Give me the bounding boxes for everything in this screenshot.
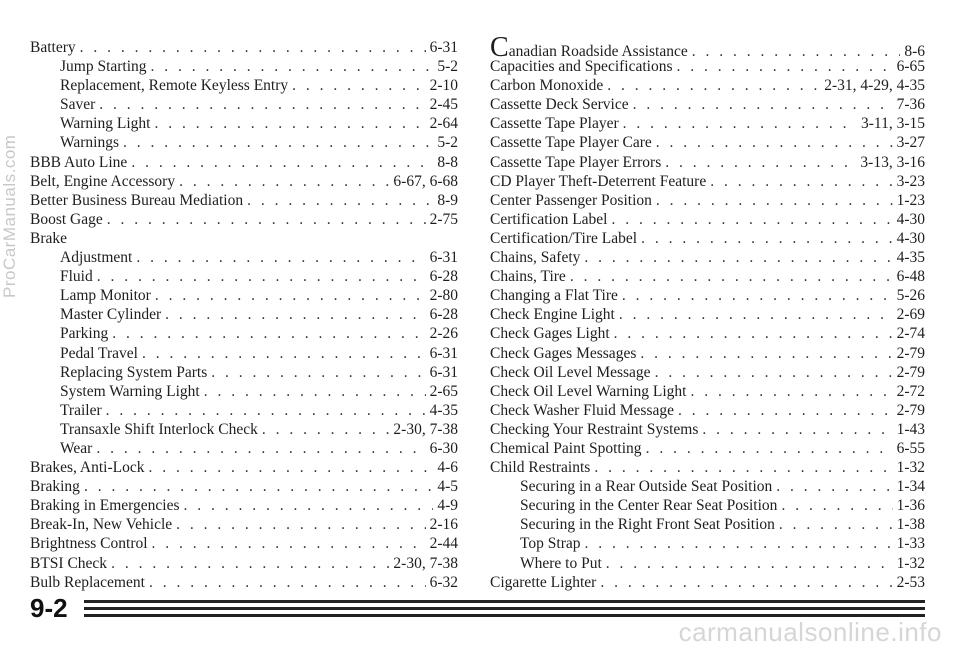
entry-page-ref: 4-30 bbox=[896, 229, 925, 247]
dot-leader bbox=[622, 286, 893, 305]
footer-rule bbox=[84, 607, 925, 610]
entry-page-ref: 3-13, 3-16 bbox=[860, 153, 925, 171]
dot-leader bbox=[781, 496, 892, 515]
entry-page-ref: 2-80 bbox=[429, 287, 458, 305]
index-entry bbox=[490, 133, 925, 152]
entry-page-ref: 1-32 bbox=[896, 554, 925, 572]
index-entry bbox=[30, 286, 458, 305]
entry-page-ref: 5-2 bbox=[437, 134, 458, 152]
index-entry bbox=[490, 324, 925, 343]
entry-page-ref: 2-74 bbox=[896, 325, 925, 343]
entry-label: Changing a Flat Tire bbox=[490, 287, 618, 305]
dot-leader bbox=[84, 477, 433, 496]
entry-label: BTSI Check bbox=[30, 554, 108, 572]
index-entry bbox=[490, 172, 925, 191]
entry-page-ref: 4-6 bbox=[437, 459, 458, 477]
index-entry bbox=[490, 439, 925, 458]
entry-label: Master Cylinder bbox=[60, 306, 162, 324]
index-entry bbox=[30, 554, 458, 573]
entry-page-ref: 2-31, 4-29, 4-35 bbox=[824, 77, 925, 95]
entry-label: Securing in the Center Rear Seat Position bbox=[520, 497, 778, 515]
entry-label: Where to Put bbox=[520, 554, 602, 572]
dot-leader bbox=[292, 76, 425, 95]
index-entry bbox=[30, 38, 458, 57]
entry-label: Check Oil Level Message bbox=[490, 363, 651, 381]
entry-label: Check Washer Fluid Message bbox=[490, 401, 675, 419]
dot-leader bbox=[142, 344, 426, 363]
entry-page-ref: 3-27 bbox=[896, 134, 925, 152]
dot-leader bbox=[633, 95, 893, 114]
entry-label: Checking Your Restraint Systems bbox=[490, 420, 699, 438]
index-entry bbox=[490, 534, 925, 553]
dot-leader bbox=[600, 573, 892, 592]
dot-leader bbox=[99, 95, 425, 114]
index-entry bbox=[490, 191, 925, 210]
entry-page-ref: 4-35 bbox=[896, 249, 925, 267]
entry-page-ref: 5-26 bbox=[896, 287, 925, 305]
dot-leader bbox=[619, 305, 893, 324]
entry-page-ref: 2-79 bbox=[896, 401, 925, 419]
index-entry bbox=[490, 286, 925, 305]
entry-label-text: anadian Roadside Assistance bbox=[508, 43, 688, 60]
dot-leader bbox=[641, 229, 893, 248]
entry-label: Better Business Bureau Mediation bbox=[30, 191, 244, 209]
entry-label: Transaxle Shift Interlock Check bbox=[60, 420, 258, 438]
entry-label: Child Restraints bbox=[490, 459, 591, 477]
index-entry bbox=[30, 420, 458, 439]
entry-label: Warning Light bbox=[60, 115, 151, 133]
dot-leader bbox=[247, 191, 433, 210]
index-entry bbox=[30, 324, 458, 343]
entry-label: Parking bbox=[60, 325, 109, 343]
entry-label: Boost Gage bbox=[30, 210, 103, 228]
index-entry bbox=[30, 133, 458, 152]
entry-label: Brightness Control bbox=[30, 535, 148, 553]
entry-label: Cassette Tape Player Errors bbox=[490, 153, 662, 171]
entry-label: Check Gages Messages bbox=[490, 344, 637, 362]
dot-leader bbox=[149, 573, 426, 592]
index-entry bbox=[30, 153, 458, 172]
index-entry bbox=[30, 229, 458, 248]
dot-leader bbox=[155, 286, 426, 305]
index-entry bbox=[30, 515, 458, 534]
entry-page-ref: 7-36 bbox=[896, 96, 925, 114]
entry-page-ref: 4-30 bbox=[896, 210, 925, 228]
entry-label: Pedal Travel bbox=[60, 344, 138, 362]
dot-leader bbox=[106, 401, 426, 420]
entry-label: Check Gages Light bbox=[490, 325, 610, 343]
dot-leader bbox=[136, 248, 425, 267]
entry-page-ref: 4-9 bbox=[437, 497, 458, 515]
index-entry bbox=[30, 248, 458, 267]
index-entry bbox=[490, 76, 925, 95]
index-entry bbox=[30, 363, 458, 382]
entry-page-ref: 6-30 bbox=[429, 439, 458, 457]
entry-label: Center Passenger Position bbox=[490, 191, 652, 209]
index-entry bbox=[490, 153, 925, 172]
entry-page-ref: 6-32 bbox=[429, 573, 458, 591]
dot-leader bbox=[606, 554, 893, 573]
entry-page-ref: 2-64 bbox=[429, 115, 458, 133]
watermark-bottom: carmanualsonline.info bbox=[678, 617, 942, 647]
dot-leader bbox=[640, 344, 892, 363]
dot-leader bbox=[710, 172, 892, 191]
entry-page-ref: 2-30, 7-38 bbox=[393, 554, 458, 572]
dot-leader bbox=[584, 248, 892, 267]
entry-page-ref: 1-43 bbox=[896, 420, 925, 438]
entry-page-ref: 4-5 bbox=[437, 478, 458, 496]
entry-page-ref: 1-34 bbox=[896, 478, 925, 496]
index-entry bbox=[490, 458, 925, 477]
entry-label: CD Player Theft-Deterrent Feature bbox=[490, 172, 707, 190]
dot-leader bbox=[80, 38, 426, 57]
entry-label: Chemical Paint Spotting bbox=[490, 439, 642, 457]
entry-label: Replacing System Parts bbox=[60, 363, 208, 381]
dot-leader bbox=[655, 363, 893, 382]
entry-label: BBB Auto Line bbox=[30, 153, 128, 171]
dot-leader bbox=[262, 420, 390, 439]
dot-leader bbox=[184, 496, 434, 515]
entry-label: Capacities and Specifications bbox=[490, 58, 673, 76]
entry-page-ref: 8-8 bbox=[437, 153, 458, 171]
dot-leader bbox=[584, 534, 892, 553]
dot-leader bbox=[594, 458, 892, 477]
entry-page-ref: 2-45 bbox=[429, 96, 458, 114]
entry-page-ref: 6-28 bbox=[429, 306, 458, 324]
entry-page-ref: 2-44 bbox=[429, 535, 458, 553]
entry-label: Braking in Emergencies bbox=[30, 497, 180, 515]
index-entry bbox=[30, 76, 458, 95]
dot-leader bbox=[123, 133, 433, 152]
index-entry bbox=[30, 172, 458, 191]
dot-leader bbox=[690, 382, 892, 401]
index-entry bbox=[490, 363, 925, 382]
entry-page-ref: 2-10 bbox=[429, 77, 458, 95]
entry-label: Wear bbox=[60, 439, 93, 457]
dot-leader bbox=[623, 114, 857, 133]
entry-label: System Warning Light bbox=[60, 382, 200, 400]
dot-leader bbox=[96, 439, 425, 458]
dot-leader bbox=[179, 172, 389, 191]
entry-label: Break-In, New Vehicle bbox=[30, 516, 173, 534]
entry-label: Jump Starting bbox=[60, 58, 147, 76]
entry-label: Belt, Engine Accessory bbox=[30, 172, 176, 190]
entry-page-ref: 6-55 bbox=[896, 439, 925, 457]
entry-label: Warnings bbox=[60, 134, 120, 152]
entry-label: Carbon Monoxide bbox=[490, 77, 604, 95]
dot-leader bbox=[152, 534, 426, 553]
entry-label: Cassette Tape Player Care bbox=[490, 134, 652, 152]
index-entry bbox=[490, 401, 925, 420]
entry-page-ref: 3-23 bbox=[896, 172, 925, 190]
entry-label: Brake bbox=[30, 229, 68, 247]
entry-label: Certification/Tire Label bbox=[490, 229, 638, 247]
entry-label: Check Oil Level Warning Light bbox=[490, 382, 687, 400]
index-entry bbox=[490, 248, 925, 267]
dot-leader bbox=[111, 554, 389, 573]
dot-leader bbox=[678, 401, 893, 420]
entry-label: Adjustment bbox=[60, 249, 133, 267]
index-entry bbox=[490, 515, 925, 534]
dot-leader bbox=[211, 363, 425, 382]
entry-page-ref: 6-28 bbox=[429, 268, 458, 286]
dot-leader bbox=[154, 114, 425, 133]
index-entry bbox=[30, 534, 458, 553]
entry-page-ref: 6-31 bbox=[429, 249, 458, 267]
entry-page-ref: 6-67, 6-68 bbox=[393, 172, 458, 190]
entry-label: Certification Label bbox=[490, 210, 608, 228]
index-entry bbox=[30, 401, 458, 420]
watermark-vertical: ProCarManuals.com bbox=[0, 134, 19, 298]
index-entry bbox=[490, 57, 925, 76]
index-entry bbox=[490, 305, 925, 324]
dot-leader bbox=[612, 210, 893, 229]
dot-leader bbox=[149, 458, 434, 477]
entry-label: Chains, Tire bbox=[490, 268, 566, 286]
index-entry bbox=[490, 554, 925, 573]
entry-label: Braking bbox=[30, 478, 80, 496]
index-entry bbox=[30, 458, 458, 477]
entry-page-ref: 2-79 bbox=[896, 344, 925, 362]
entry-page-ref: 2-26 bbox=[429, 325, 458, 343]
index-entry bbox=[490, 477, 925, 496]
entry-page-ref: 5-2 bbox=[437, 58, 458, 76]
entry-page-ref: 6-31 bbox=[429, 344, 458, 362]
dot-leader bbox=[97, 267, 426, 286]
entry-page-ref: 2-30, 7-38 bbox=[393, 420, 458, 438]
entry-page-ref: 3-11, 3-15 bbox=[861, 115, 925, 133]
entry-page-ref: 2-75 bbox=[429, 210, 458, 228]
entry-label: Check Engine Light bbox=[490, 306, 615, 324]
index-entry bbox=[30, 382, 458, 401]
entry-label: Cassette Deck Service bbox=[490, 96, 629, 114]
index-entry bbox=[490, 210, 925, 229]
page-number: 9-2 bbox=[30, 593, 68, 623]
index-entry bbox=[30, 573, 458, 592]
entry-label: Battery bbox=[30, 39, 76, 56]
index-entry bbox=[490, 32, 925, 63]
entry-label: Chains, Safety bbox=[490, 249, 581, 267]
dot-leader bbox=[570, 267, 893, 286]
entry-page-ref: 6-48 bbox=[896, 268, 925, 286]
index-entry bbox=[490, 573, 925, 592]
index-entry bbox=[490, 267, 925, 286]
entry-page-ref: 2-53 bbox=[896, 573, 925, 591]
entry-page-ref: 2-72 bbox=[896, 382, 925, 400]
index-entry bbox=[30, 477, 458, 496]
entry-label: Securing in a Rear Outside Seat Position bbox=[520, 478, 773, 496]
index-entry bbox=[30, 191, 458, 210]
index-entry bbox=[30, 344, 458, 363]
index-entry bbox=[490, 229, 925, 248]
index-entry bbox=[490, 382, 925, 401]
dot-leader bbox=[665, 153, 856, 172]
entry-page-ref: 8-6 bbox=[904, 43, 925, 60]
entry-page-ref: 4-35 bbox=[429, 401, 458, 419]
entry-page-ref: 6-31 bbox=[429, 363, 458, 381]
dot-leader bbox=[702, 420, 892, 439]
dot-leader bbox=[151, 57, 434, 76]
index-entry bbox=[490, 95, 925, 114]
entry-page-ref: 1-23 bbox=[896, 191, 925, 209]
dot-leader bbox=[677, 57, 893, 76]
dot-leader bbox=[614, 324, 893, 343]
entry-page-ref: 6-65 bbox=[896, 58, 925, 76]
index-entry bbox=[30, 496, 458, 515]
dot-leader bbox=[607, 76, 820, 95]
entry-label: Cigarette Lighter bbox=[490, 573, 597, 591]
index-entry bbox=[490, 420, 925, 439]
dot-leader bbox=[176, 515, 425, 534]
dot-leader bbox=[131, 153, 433, 172]
dot-leader bbox=[779, 515, 893, 534]
entry-label: Trailer bbox=[60, 401, 102, 419]
index-entry bbox=[490, 114, 925, 133]
entry-label: Bulb Replacement bbox=[30, 573, 145, 591]
entry-label: Top Strap bbox=[520, 535, 581, 553]
entry-page-ref: 2-65 bbox=[429, 382, 458, 400]
dot-leader bbox=[112, 324, 425, 343]
index-entry bbox=[490, 344, 925, 363]
dot-leader bbox=[107, 210, 426, 229]
index-entry bbox=[30, 267, 458, 286]
index-entry bbox=[490, 496, 925, 515]
entry-page-ref: 2-16 bbox=[429, 516, 458, 534]
dot-leader bbox=[656, 191, 893, 210]
entry-label: Securing in the Right Front Seat Position bbox=[520, 516, 775, 534]
entry-label: Replacement, Remote Keyless Entry bbox=[60, 77, 289, 95]
entry-page-ref: 1-33 bbox=[896, 535, 925, 553]
dot-leader bbox=[776, 477, 892, 496]
entry-page-ref: 1-38 bbox=[896, 516, 925, 534]
dot-leader bbox=[165, 305, 425, 324]
index-entry bbox=[30, 439, 458, 458]
entry-page-ref: 2-69 bbox=[896, 306, 925, 324]
dot-leader bbox=[204, 382, 426, 401]
entry-page-ref: 6-31 bbox=[429, 39, 458, 56]
entry-dropcap: C bbox=[490, 32, 509, 63]
entry-page-ref: 1-36 bbox=[896, 497, 925, 515]
entry-label: Cassette Tape Player bbox=[490, 115, 619, 133]
dot-leader bbox=[656, 133, 893, 152]
index-entry bbox=[30, 114, 458, 133]
entry-label: Lamp Monitor bbox=[60, 287, 151, 305]
entry-page-ref: 8-9 bbox=[437, 191, 458, 209]
entry-page-ref: 1-32 bbox=[896, 459, 925, 477]
entry-label: Saver bbox=[60, 96, 96, 114]
index-entry bbox=[30, 95, 458, 114]
index-entry bbox=[30, 57, 458, 76]
entry-page-ref: 2-79 bbox=[896, 363, 925, 381]
index-column-left bbox=[30, 38, 458, 592]
index-entry bbox=[30, 210, 458, 229]
index-entry bbox=[30, 305, 458, 324]
index-column-right bbox=[490, 32, 925, 592]
entry-label: Fluid bbox=[60, 268, 93, 286]
dot-leader bbox=[646, 439, 893, 458]
footer-rule bbox=[84, 600, 925, 603]
entry-label: Brakes, Anti-Lock bbox=[30, 459, 145, 477]
